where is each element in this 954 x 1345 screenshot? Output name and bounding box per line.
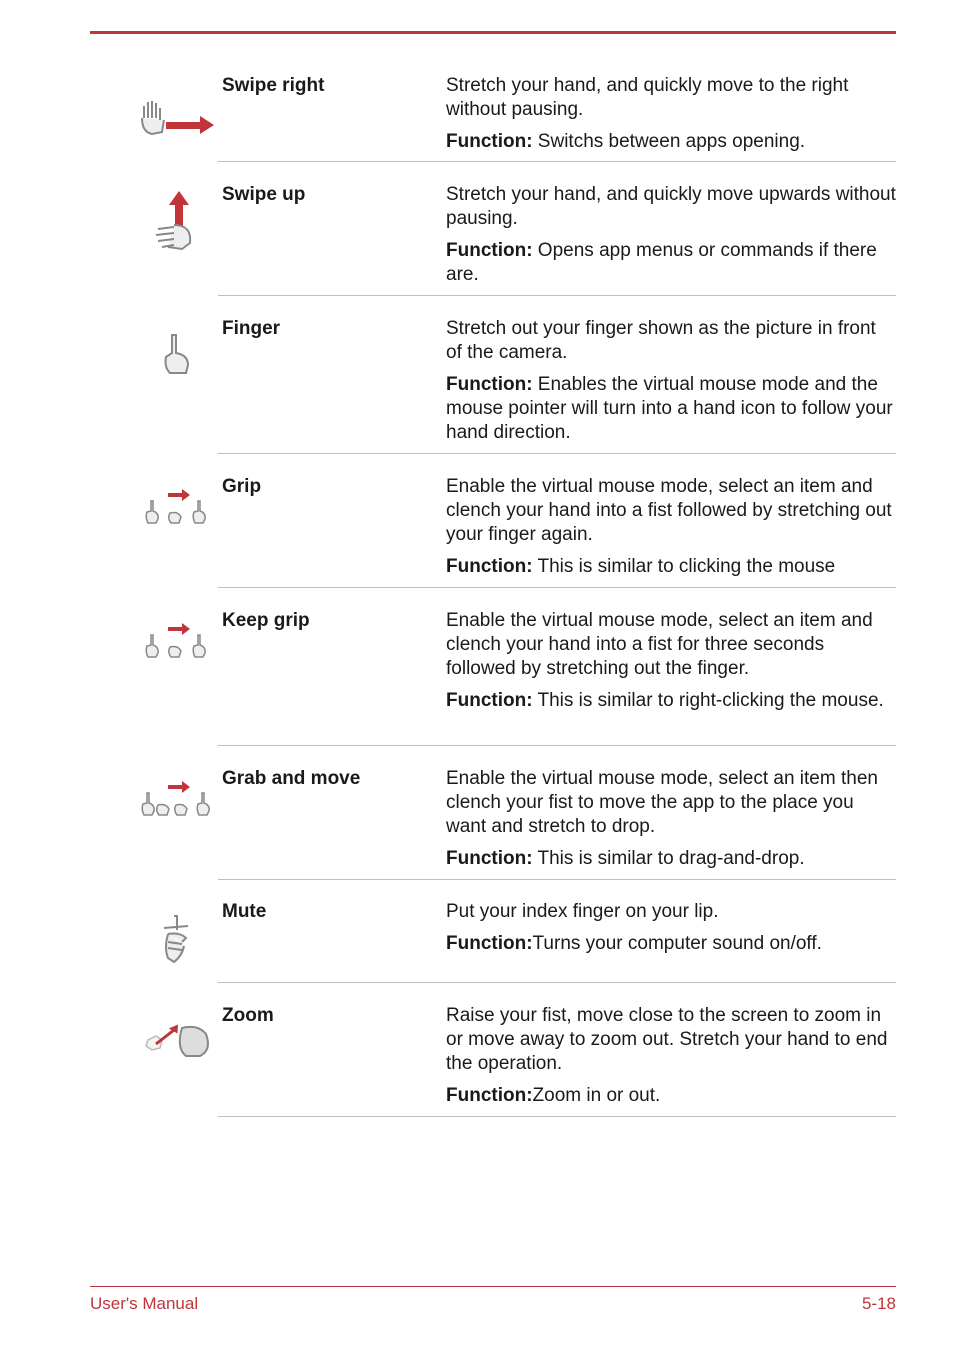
function-text: [446, 373, 896, 445]
function-text: [446, 689, 896, 713]
gesture-name: Mute: [222, 901, 267, 922]
page-number: 5-18: [861, 1294, 896, 1313]
finger-icon: [138, 331, 216, 401]
function-value: This is similar to drag-and-drop.: [532, 848, 805, 869]
description-text: Raise your fist, move close to the screen to zoom in or move away to zoom out. Stretch your hand to end the operation.: [446, 1005, 888, 1074]
gesture-description: [446, 609, 896, 721]
gesture-name: Swipe right: [222, 75, 325, 96]
footer-title: User's Manual: [90, 1294, 199, 1313]
grab-and-move-icon: [138, 777, 216, 847]
gesture-description: [446, 74, 896, 162]
gesture-description: [446, 183, 896, 295]
description-text: Enable the virtual mouse mode, select an item and clench your hand into a fist followed by stretching out your finger again.: [446, 476, 892, 545]
footer-rule: [90, 1286, 896, 1287]
row-divider: [218, 161, 896, 162]
description-text: Stretch your hand, and quickly move upwards without pausing.: [446, 184, 896, 229]
gesture-description: [446, 900, 896, 964]
function-text: [446, 555, 896, 579]
function-value: This is similar to right-clicking the mouse.: [532, 690, 884, 711]
gesture-description: [446, 317, 896, 453]
function-label: Function:: [446, 690, 533, 711]
function-label: Function:: [446, 374, 533, 395]
function-label: Function:: [446, 1085, 533, 1106]
row-divider: [218, 982, 896, 983]
description-text: Enable the virtual mouse mode, select an item then clench your fist to move the app to the place you want and stretch to drop.: [446, 768, 878, 837]
function-text: [446, 239, 896, 287]
function-value: Enables the virtual mouse mode and the mouse pointer will turn into a hand icon to follow your hand direction.: [446, 374, 893, 443]
function-text: [446, 847, 896, 871]
gesture-name: Grab and move: [222, 768, 361, 789]
function-value: Zoom in or out.: [532, 1085, 661, 1106]
gesture-name: Swipe up: [222, 184, 306, 205]
row-divider: [218, 453, 896, 454]
gesture-name: Finger: [222, 318, 281, 339]
description-text: Stretch out your finger shown as the picture in front of the camera.: [446, 318, 876, 363]
function-label: Function:: [446, 933, 533, 954]
function-label: Function:: [446, 131, 533, 152]
function-text: [446, 130, 896, 154]
function-text: [446, 1084, 896, 1108]
function-value: Opens app menus or commands if there are.: [446, 240, 877, 285]
function-value: Switchs between apps opening.: [532, 131, 806, 152]
grip-icon: [138, 485, 216, 555]
gesture-description: [446, 475, 896, 587]
keep-grip-icon: [138, 619, 216, 689]
mute-icon: [138, 912, 216, 982]
row-divider: [218, 1116, 896, 1117]
row-divider: [218, 295, 896, 296]
row-divider: [218, 587, 896, 588]
zoom-icon: [138, 1018, 216, 1088]
description-text: Stretch your hand, and quickly move to the right without pausing.: [446, 75, 849, 120]
swipe-right-icon: [138, 88, 216, 158]
function-label: Function:: [446, 848, 533, 869]
swipe-up-icon: [138, 189, 216, 259]
row-divider: [218, 745, 896, 746]
gesture-name: Keep grip: [222, 610, 310, 631]
function-value: Turns your computer sound on/off.: [532, 933, 822, 954]
row-divider: [218, 879, 896, 880]
gesture-description: [446, 1004, 896, 1116]
gesture-description: [446, 767, 896, 879]
function-label: Function:: [446, 240, 533, 261]
function-label: Function:: [446, 556, 533, 577]
gesture-name: Grip: [222, 476, 262, 497]
function-value: This is similar to clicking the mouse: [532, 556, 836, 577]
gesture-name: Zoom: [222, 1005, 274, 1026]
function-text: [446, 932, 896, 956]
description-text: Enable the virtual mouse mode, select an item and clench your hand into a fist for three seconds followed by stretching out the finger.: [446, 610, 873, 679]
header-rule: [90, 31, 896, 34]
description-text: Put your index finger on your lip.: [446, 901, 719, 922]
